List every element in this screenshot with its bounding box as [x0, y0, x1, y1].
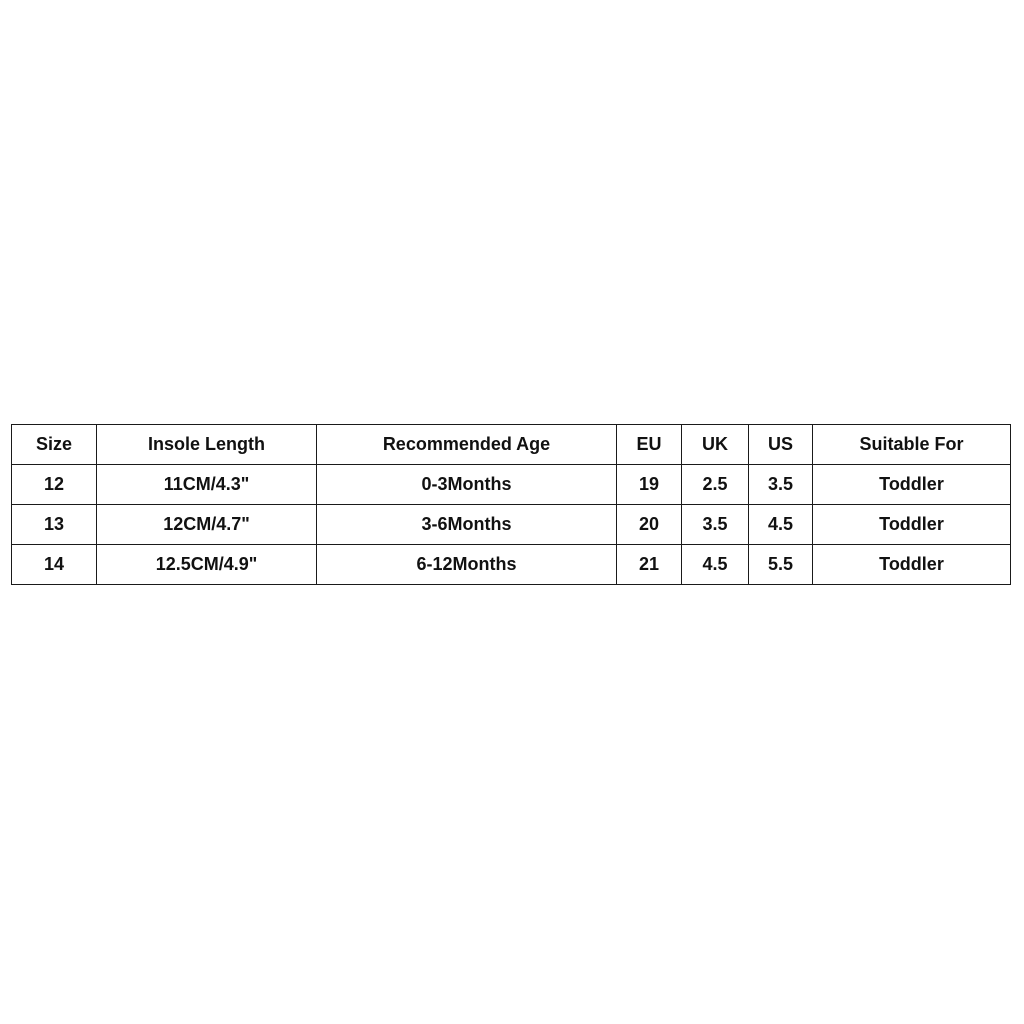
cell-recommended-age: 3-6Months — [317, 505, 617, 545]
table-row — [12, 545, 1011, 585]
cell-suitable-for: Toddler — [813, 545, 1011, 585]
cell-eu: 21 — [617, 545, 682, 585]
cell-us: 3.5 — [749, 465, 813, 505]
cell-us: 5.5 — [749, 545, 813, 585]
cell-insole-length: 11CM/4.3" — [97, 465, 317, 505]
cell-us: 4.5 — [749, 505, 813, 545]
header-insole-length: Insole Length — [97, 425, 317, 465]
cell-eu: 19 — [617, 465, 682, 505]
cell-suitable-for: Toddler — [813, 505, 1011, 545]
cell-uk: 4.5 — [682, 545, 749, 585]
header-eu: EU — [617, 425, 682, 465]
header-suitable-for: Suitable For — [813, 425, 1011, 465]
cell-size: 12 — [12, 465, 97, 505]
cell-insole-length: 12CM/4.7" — [97, 505, 317, 545]
cell-recommended-age: 6-12Months — [317, 545, 617, 585]
cell-uk: 2.5 — [682, 465, 749, 505]
header-us: US — [749, 425, 813, 465]
cell-recommended-age: 0-3Months — [317, 465, 617, 505]
cell-size: 13 — [12, 505, 97, 545]
cell-suitable-for: Toddler — [813, 465, 1011, 505]
cell-size: 14 — [12, 545, 97, 585]
header-recommended-age: Recommended Age — [317, 425, 617, 465]
header-uk: UK — [682, 425, 749, 465]
cell-uk: 3.5 — [682, 505, 749, 545]
cell-insole-length: 12.5CM/4.9" — [97, 545, 317, 585]
header-size: Size — [12, 425, 97, 465]
header-row — [12, 425, 1011, 465]
cell-eu: 20 — [617, 505, 682, 545]
table-row — [12, 505, 1011, 545]
size-chart-table — [11, 424, 1011, 585]
table-row — [12, 465, 1011, 505]
